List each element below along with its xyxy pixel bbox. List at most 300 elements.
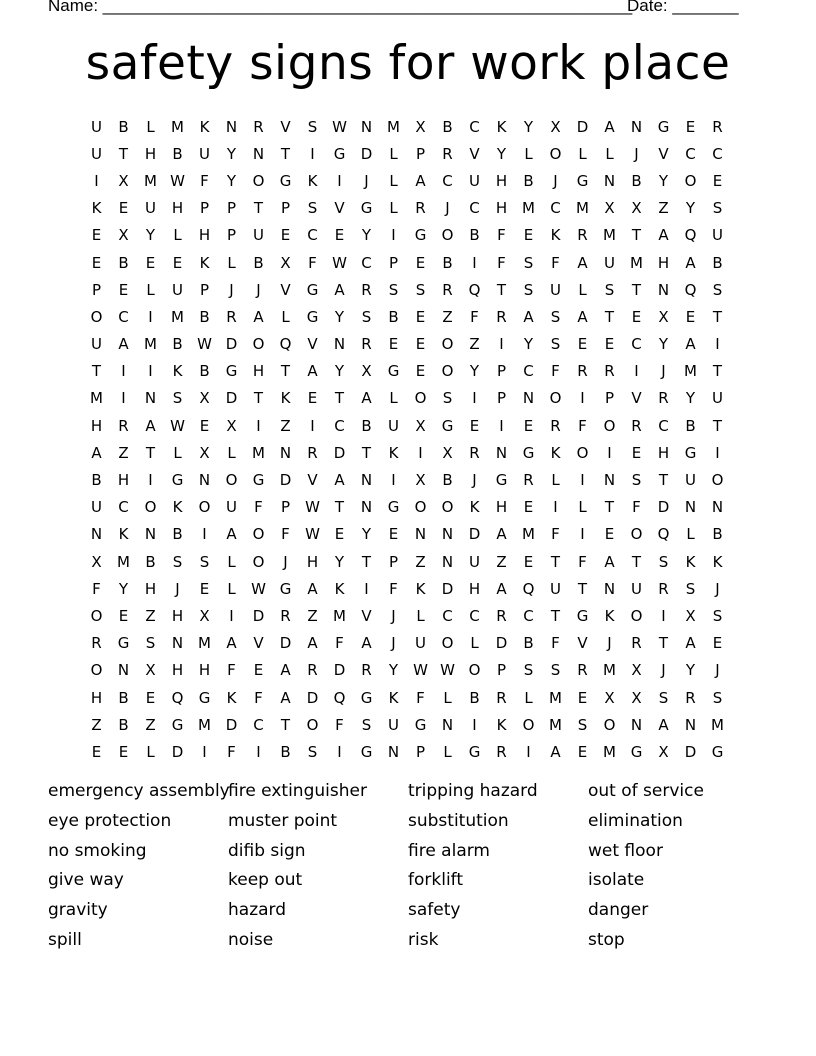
grid-letter: D <box>360 144 373 163</box>
grid-letter: G <box>360 688 373 707</box>
grid-letter: R <box>496 606 507 625</box>
grid-letter: C <box>469 117 480 136</box>
grid-letter: X <box>199 389 210 408</box>
grid-letter: Y <box>334 552 345 571</box>
grid-letter: S <box>658 688 669 707</box>
grid-letter: I <box>337 742 342 761</box>
grid-letter: U <box>388 416 399 435</box>
grid-letter: P <box>226 226 237 245</box>
grid-letter: I <box>553 498 558 517</box>
grid-letter: T <box>712 307 723 326</box>
grid-letter: W <box>197 335 212 354</box>
grid-letter: J <box>661 362 666 381</box>
grid-letter: X <box>91 552 102 571</box>
grid-letter: X <box>604 688 615 707</box>
grid-letter: I <box>364 579 369 598</box>
grid-letter: K <box>91 199 102 218</box>
grid-letter: C <box>658 416 669 435</box>
grid-letter: E <box>523 416 534 435</box>
grid-letter: S <box>712 199 723 218</box>
grid-letter: P <box>415 144 426 163</box>
grid-letter: U <box>226 498 237 517</box>
grid-letter: C <box>118 307 129 326</box>
grid-letter: Y <box>685 389 696 408</box>
grid-letter: J <box>229 280 234 299</box>
grid-letter: N <box>117 661 130 680</box>
grid-letter: E <box>523 552 534 571</box>
grid-letter: X <box>685 606 696 625</box>
grid-letter: A <box>550 742 561 761</box>
grid-letter: N <box>144 525 157 544</box>
grid-letter: Q <box>333 688 346 707</box>
grid-letter: U <box>145 199 156 218</box>
grid-letter: R <box>712 117 723 136</box>
grid-letter: I <box>148 307 153 326</box>
grid-letter: W <box>305 498 320 517</box>
grid-letter: T <box>550 606 561 625</box>
grid-letter: E <box>577 688 588 707</box>
grid-letter: L <box>578 144 587 163</box>
grid-letter: E <box>334 226 345 245</box>
grid-letter: Y <box>388 661 399 680</box>
grid-letter: A <box>496 579 507 598</box>
grid-letter: G <box>387 498 400 517</box>
grid-letter: C <box>253 715 264 734</box>
grid-letter: X <box>118 226 129 245</box>
grid-letter: M <box>117 552 130 571</box>
grid-letter: A <box>523 307 534 326</box>
grid-letter: N <box>603 171 616 190</box>
grid-letter: M <box>144 335 157 354</box>
grid-letter: G <box>657 117 670 136</box>
grid-letter: I <box>121 362 126 381</box>
grid-letter: E <box>172 253 183 272</box>
grid-letter: M <box>171 117 184 136</box>
grid-letter: B <box>118 688 129 707</box>
grid-letter: K <box>118 525 129 544</box>
grid-letter: R <box>280 606 291 625</box>
grid-letter: R <box>361 661 372 680</box>
grid-letter: U <box>415 634 426 653</box>
grid-letter: O <box>603 416 616 435</box>
grid-letter: U <box>469 552 480 571</box>
grid-letter: U <box>550 579 561 598</box>
grid-letter: I <box>202 742 207 761</box>
grid-letter: A <box>604 552 615 571</box>
grid-letter: L <box>605 144 614 163</box>
grid-letter: R <box>496 742 507 761</box>
grid-letter: L <box>389 171 398 190</box>
grid-letter: X <box>226 416 237 435</box>
word-bank-item: spill <box>48 929 82 950</box>
grid-letter: U <box>388 715 399 734</box>
grid-letter: E <box>118 280 129 299</box>
grid-letter: S <box>145 634 156 653</box>
word-bank-item: substitution <box>408 810 509 831</box>
grid-letter: O <box>144 498 157 517</box>
grid-letter: L <box>551 471 560 490</box>
grid-letter: F <box>497 226 506 245</box>
grid-letter: A <box>280 688 291 707</box>
grid-letter: R <box>118 416 129 435</box>
grid-letter: Z <box>307 606 318 625</box>
grid-letter: M <box>549 715 562 734</box>
grid-letter: X <box>361 362 372 381</box>
grid-letter: E <box>91 742 102 761</box>
grid-letter: A <box>604 117 615 136</box>
grid-letter: L <box>227 579 236 598</box>
grid-letter: H <box>90 688 103 707</box>
grid-letter: N <box>198 471 211 490</box>
grid-letter: K <box>550 226 561 245</box>
grid-letter: Q <box>684 280 697 299</box>
grid-letter: I <box>310 144 315 163</box>
grid-letter: O <box>252 171 265 190</box>
grid-letter: M <box>90 389 103 408</box>
grid-letter: O <box>630 606 643 625</box>
grid-letter: L <box>227 253 236 272</box>
grid-letter: O <box>468 661 481 680</box>
grid-letter: N <box>711 498 724 517</box>
grid-letter: Y <box>145 226 156 245</box>
grid-letter: N <box>441 715 454 734</box>
grid-letter: Z <box>496 552 507 571</box>
grid-letter: U <box>712 226 723 245</box>
grid-letter: H <box>657 443 670 462</box>
grid-letter: Z <box>91 715 102 734</box>
word-bank-item: eye protection <box>48 810 172 831</box>
grid-letter: P <box>388 253 399 272</box>
grid-letter: R <box>496 307 507 326</box>
grid-letter: A <box>253 307 264 326</box>
grid-letter: M <box>387 117 400 136</box>
grid-letter: D <box>684 742 697 761</box>
name-field-label: Name: ________________________________________________________ <box>48 0 633 15</box>
grid-letter: G <box>117 634 130 653</box>
grid-letter: L <box>578 498 587 517</box>
grid-letter: P <box>388 552 399 571</box>
grid-letter: K <box>415 579 426 598</box>
grid-letter: P <box>496 362 507 381</box>
word-bank-item: out of service <box>588 781 704 801</box>
grid-letter: T <box>712 362 723 381</box>
grid-letter: T <box>280 715 291 734</box>
grid-letter: E <box>307 389 318 408</box>
grid-letter: X <box>280 253 291 272</box>
grid-letter: A <box>361 389 372 408</box>
date-field-label: Date: _______ <box>627 0 739 15</box>
grid-letter: Z <box>145 715 156 734</box>
grid-letter: P <box>280 199 291 218</box>
grid-letter: T <box>712 416 723 435</box>
grid-letter: I <box>229 606 234 625</box>
grid-letter: S <box>307 742 318 761</box>
grid-letter: D <box>279 471 292 490</box>
grid-letter: X <box>658 742 669 761</box>
grid-letter: S <box>712 280 723 299</box>
grid-letter: M <box>522 199 535 218</box>
grid-letter: O <box>549 389 562 408</box>
grid-letter: A <box>685 253 696 272</box>
grid-letter: Z <box>145 606 156 625</box>
grid-letter: D <box>441 579 454 598</box>
grid-letter: I <box>634 362 639 381</box>
grid-letter: I <box>472 253 477 272</box>
grid-letter: B <box>469 226 480 245</box>
grid-letter: F <box>227 742 236 761</box>
grid-letter: L <box>227 552 236 571</box>
grid-letter: O <box>90 606 103 625</box>
grid-letter: B <box>631 171 642 190</box>
grid-letter: H <box>495 199 508 218</box>
grid-letter: H <box>252 362 265 381</box>
grid-letter: S <box>361 307 372 326</box>
grid-letter: Q <box>684 226 697 245</box>
grid-letter: O <box>252 335 265 354</box>
grid-letter: S <box>199 552 210 571</box>
grid-letter: P <box>280 498 291 517</box>
grid-letter: J <box>715 661 720 680</box>
grid-letter: Y <box>685 661 696 680</box>
grid-letter: Q <box>468 280 481 299</box>
grid-letter: X <box>658 307 669 326</box>
grid-letter: G <box>306 280 319 299</box>
grid-letter: T <box>631 552 642 571</box>
grid-letter: T <box>658 471 669 490</box>
letter-grid <box>83 113 731 766</box>
grid-letter: C <box>631 335 642 354</box>
grid-letter: M <box>144 171 157 190</box>
grid-letter: B <box>442 253 453 272</box>
grid-letter: C <box>307 226 318 245</box>
grid-letter: P <box>199 199 210 218</box>
grid-letter: B <box>172 525 183 544</box>
grid-letter: A <box>658 715 669 734</box>
grid-letter: L <box>173 443 182 462</box>
grid-letter: L <box>146 742 155 761</box>
grid-letter: E <box>199 579 210 598</box>
grid-letter: X <box>118 171 129 190</box>
grid-letter: F <box>254 688 263 707</box>
grid-letter: H <box>468 579 481 598</box>
grid-letter: D <box>252 606 265 625</box>
grid-letter: H <box>144 144 157 163</box>
grid-letter: K <box>307 171 318 190</box>
grid-letter: L <box>416 606 425 625</box>
grid-letter: U <box>91 144 102 163</box>
grid-letter: W <box>413 661 428 680</box>
grid-letter: I <box>202 525 207 544</box>
grid-letter: I <box>256 742 261 761</box>
grid-letter: G <box>414 226 427 245</box>
grid-letter: G <box>252 471 265 490</box>
grid-letter: T <box>91 362 102 381</box>
grid-letter: J <box>607 634 612 653</box>
word-bank-item: gravity <box>48 900 108 921</box>
grid-letter: E <box>415 335 426 354</box>
grid-letter: B <box>91 471 102 490</box>
grid-letter: R <box>577 661 588 680</box>
grid-letter: G <box>576 606 589 625</box>
grid-letter: G <box>171 715 184 734</box>
grid-letter: Y <box>334 307 345 326</box>
grid-letter: D <box>225 335 238 354</box>
grid-letter: W <box>251 579 266 598</box>
grid-letter: I <box>418 443 423 462</box>
grid-letter: T <box>496 280 507 299</box>
grid-letter: S <box>307 199 318 218</box>
grid-letter: O <box>225 471 238 490</box>
grid-letter: O <box>252 525 265 544</box>
grid-letter: Z <box>415 552 426 571</box>
grid-letter: M <box>684 362 697 381</box>
grid-letter: S <box>523 280 534 299</box>
grid-letter: O <box>576 443 589 462</box>
grid-letter: K <box>334 579 345 598</box>
grid-letter: U <box>91 335 102 354</box>
grid-letter: J <box>283 552 288 571</box>
grid-letter: A <box>226 634 237 653</box>
grid-letter: X <box>199 443 210 462</box>
grid-letter: O <box>414 389 427 408</box>
grid-letter: B <box>712 253 723 272</box>
grid-letter: C <box>442 606 453 625</box>
grid-letter: Q <box>171 688 184 707</box>
grid-letter: Z <box>280 416 291 435</box>
grid-letter: F <box>254 498 263 517</box>
grid-letter: Z <box>442 307 453 326</box>
grid-letter: O <box>441 634 454 653</box>
grid-letter: F <box>416 688 425 707</box>
grid-letter: E <box>91 226 102 245</box>
grid-letter: E <box>415 253 426 272</box>
grid-letter: E <box>91 253 102 272</box>
grid-letter: A <box>577 253 588 272</box>
grid-letter: Y <box>496 144 507 163</box>
grid-letter: C <box>118 498 129 517</box>
grid-letter: N <box>225 117 238 136</box>
grid-letter: J <box>634 144 639 163</box>
grid-letter: B <box>172 144 183 163</box>
grid-letter: E <box>577 335 588 354</box>
grid-letter: B <box>172 335 183 354</box>
word-bank-item: isolate <box>588 870 645 891</box>
grid-letter: O <box>549 144 562 163</box>
grid-letter: M <box>252 443 265 462</box>
grid-letter: T <box>280 144 291 163</box>
grid-letter: K <box>685 552 696 571</box>
grid-letter: E <box>685 117 696 136</box>
grid-letter: L <box>146 117 155 136</box>
grid-letter: G <box>576 171 589 190</box>
word-bank-item: fire extinguisher <box>228 781 367 801</box>
grid-letter: R <box>91 634 102 653</box>
grid-letter: S <box>712 606 723 625</box>
grid-letter: I <box>310 416 315 435</box>
grid-letter: E <box>118 606 129 625</box>
grid-letter: A <box>685 634 696 653</box>
grid-letter: O <box>252 552 265 571</box>
grid-letter: A <box>361 634 372 653</box>
grid-letter: F <box>92 579 101 598</box>
grid-letter: E <box>604 335 615 354</box>
grid-letter: T <box>658 634 669 653</box>
grid-letter: B <box>388 307 399 326</box>
grid-letter: G <box>711 742 724 761</box>
grid-letter: T <box>253 199 264 218</box>
grid-letter: H <box>198 661 211 680</box>
grid-letter: H <box>306 552 319 571</box>
word-bank-item: stop <box>588 929 625 950</box>
grid-letter: N <box>333 335 346 354</box>
grid-letter: D <box>495 634 508 653</box>
grid-letter: F <box>227 661 236 680</box>
grid-letter: J <box>364 171 369 190</box>
grid-letter: R <box>685 688 696 707</box>
grid-letter: I <box>472 389 477 408</box>
grid-letter: G <box>306 307 319 326</box>
grid-letter: R <box>253 117 264 136</box>
grid-letter: D <box>171 742 184 761</box>
grid-letter: B <box>523 171 534 190</box>
grid-letter: V <box>253 634 264 653</box>
grid-letter: X <box>415 416 426 435</box>
grid-letter: R <box>577 362 588 381</box>
grid-letter: N <box>360 471 373 490</box>
grid-letter: F <box>551 525 560 544</box>
grid-letter: G <box>387 362 400 381</box>
grid-letter: I <box>526 742 531 761</box>
grid-letter: K <box>712 552 723 571</box>
grid-letter: E <box>685 307 696 326</box>
grid-letter: U <box>91 117 102 136</box>
grid-letter: T <box>253 389 264 408</box>
grid-letter: L <box>524 688 533 707</box>
grid-letter: G <box>279 171 292 190</box>
grid-letter: C <box>523 362 534 381</box>
grid-letter: F <box>281 525 290 544</box>
grid-letter: E <box>118 199 129 218</box>
grid-letter: X <box>631 688 642 707</box>
grid-letter: R <box>226 307 237 326</box>
grid-letter: M <box>711 715 724 734</box>
grid-letter: Y <box>361 525 372 544</box>
grid-letter: S <box>658 552 669 571</box>
grid-letter: F <box>335 715 344 734</box>
grid-letter: I <box>121 389 126 408</box>
grid-letter: P <box>91 280 102 299</box>
grid-letter: Y <box>523 335 534 354</box>
grid-letter: J <box>472 471 477 490</box>
grid-letter: M <box>603 226 616 245</box>
grid-letter: S <box>388 280 399 299</box>
grid-letter: B <box>685 416 696 435</box>
grid-letter: L <box>686 525 695 544</box>
grid-letter: Y <box>685 199 696 218</box>
grid-letter: N <box>684 715 697 734</box>
grid-letter: I <box>715 443 720 462</box>
grid-letter: H <box>198 226 211 245</box>
grid-letter: G <box>360 742 373 761</box>
grid-letter: T <box>118 144 129 163</box>
grid-letter: U <box>469 171 480 190</box>
grid-letter: A <box>334 280 345 299</box>
grid-letter: R <box>496 688 507 707</box>
grid-letter: W <box>440 661 455 680</box>
grid-letter: G <box>522 443 535 462</box>
grid-letter: B <box>523 634 534 653</box>
grid-letter: E <box>523 226 534 245</box>
